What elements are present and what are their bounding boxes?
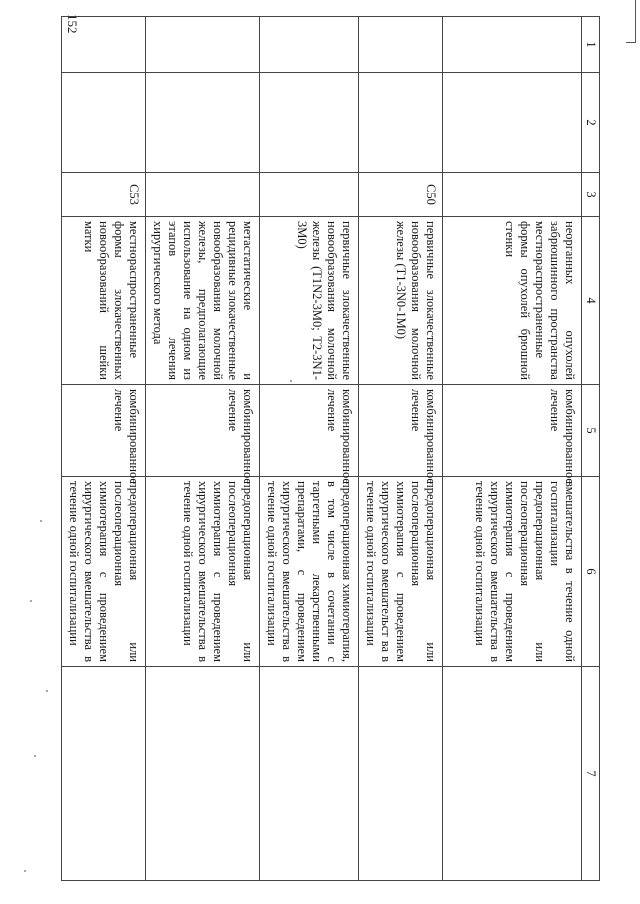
cell-icd-code — [146, 173, 260, 217]
cell-col7 — [359, 667, 443, 881]
cell-col7 — [146, 667, 260, 881]
cell-col2 — [62, 73, 146, 173]
cell-treatment-type: комбинированное лечение — [443, 385, 582, 477]
cell-treatment-method: предоперационная или послеоперационная химиотерапия с проведением хирургического вмешательства в течение одной госпитализации — [62, 477, 146, 667]
cell-col2 — [443, 73, 582, 173]
cell-icd-code: C50 — [359, 173, 443, 217]
column-header-7: 7 — [582, 667, 600, 881]
cell-diagnosis: неорганных опухолей забрюшинного пространства местнораспространенные формы опухолей брюшной стенки — [443, 217, 582, 385]
cell-diagnosis: местнораспространенные формы злокачественных новообразований шейки матки — [62, 217, 146, 385]
table-row — [62, 17, 146, 881]
cell-col1 — [62, 17, 146, 73]
cell-diagnosis: первичные злокачественные новообразования молочной железы (T1N2-3M0; T2-3N1-3M0) — [260, 217, 359, 385]
table-row — [443, 17, 582, 881]
column-header-4: 4 — [582, 217, 600, 385]
cell-treatment-type: комбинированное лечение — [62, 385, 146, 477]
scan-speck — [40, 520, 42, 522]
cell-treatment-method: вмешательства в течение одной госпитализации предоперационная или послеоперационная химиотерапия с проведением хирургического вмешательства в течение одной госпитализации — [443, 477, 582, 667]
cell-col7 — [443, 667, 582, 881]
column-header-1: 1 — [582, 17, 600, 73]
column-header-5: 5 — [582, 385, 600, 477]
table-row — [260, 17, 359, 881]
column-header-6: 6 — [582, 477, 600, 667]
table-row — [359, 17, 443, 881]
table-header-row — [582, 17, 600, 881]
page-number: 152 — [65, 14, 80, 34]
cell-treatment-method: предоперационная или послеоперационная химиотерапия с проведением хирургического вмешательст ва в течение одной госпитализации — [359, 477, 443, 667]
scan-speck — [34, 755, 36, 757]
cell-treatment-method: предоперационная или послеоперационная химиотерапия с проведением хирургического вмешательства в течение одной госпитализации — [146, 477, 260, 667]
cell-treatment-method: предоперационная химиотерапия, в том числе в сочетании с таргетными лекарственными препаратами, с проведением хирургического вмешательства в течение одной госпитализации — [260, 477, 359, 667]
cell-diagnosis: первичные злокачественные новообразования молочной железы (T1-3N0-1M0) — [359, 217, 443, 385]
cell-icd-code: C53 — [62, 173, 146, 217]
scan-speck — [24, 870, 26, 872]
cell-col1 — [146, 17, 260, 73]
cell-col7 — [62, 667, 146, 881]
cell-diagnosis: метастатические и рецидивные злокачественные новообразования молочной железы, предполагающие использование на одном из этапов лечения хирургического метода — [146, 217, 260, 385]
column-header-3: 3 — [582, 173, 600, 217]
cell-col1 — [443, 17, 582, 73]
table-row — [146, 17, 260, 881]
cell-col1 — [359, 17, 443, 73]
cell-treatment-type: комбинированное лечение — [359, 385, 443, 477]
scan-speck — [46, 690, 48, 692]
cell-col7 — [260, 667, 359, 881]
cell-col2 — [260, 73, 359, 173]
cell-treatment-type: комбинированное лечение — [146, 385, 260, 477]
cell-col2 — [359, 73, 443, 173]
column-header-2: 2 — [582, 73, 600, 173]
cell-icd-code — [260, 173, 359, 217]
cell-col1 — [260, 17, 359, 73]
cell-icd-code — [443, 173, 582, 217]
cell-treatment-type: комбинированное лечение — [260, 385, 359, 477]
scan-speck — [290, 380, 292, 382]
scan-speck — [30, 600, 32, 602]
cell-col2 — [146, 73, 260, 173]
treatment-table — [61, 16, 600, 881]
binding-mark — [626, 0, 636, 43]
